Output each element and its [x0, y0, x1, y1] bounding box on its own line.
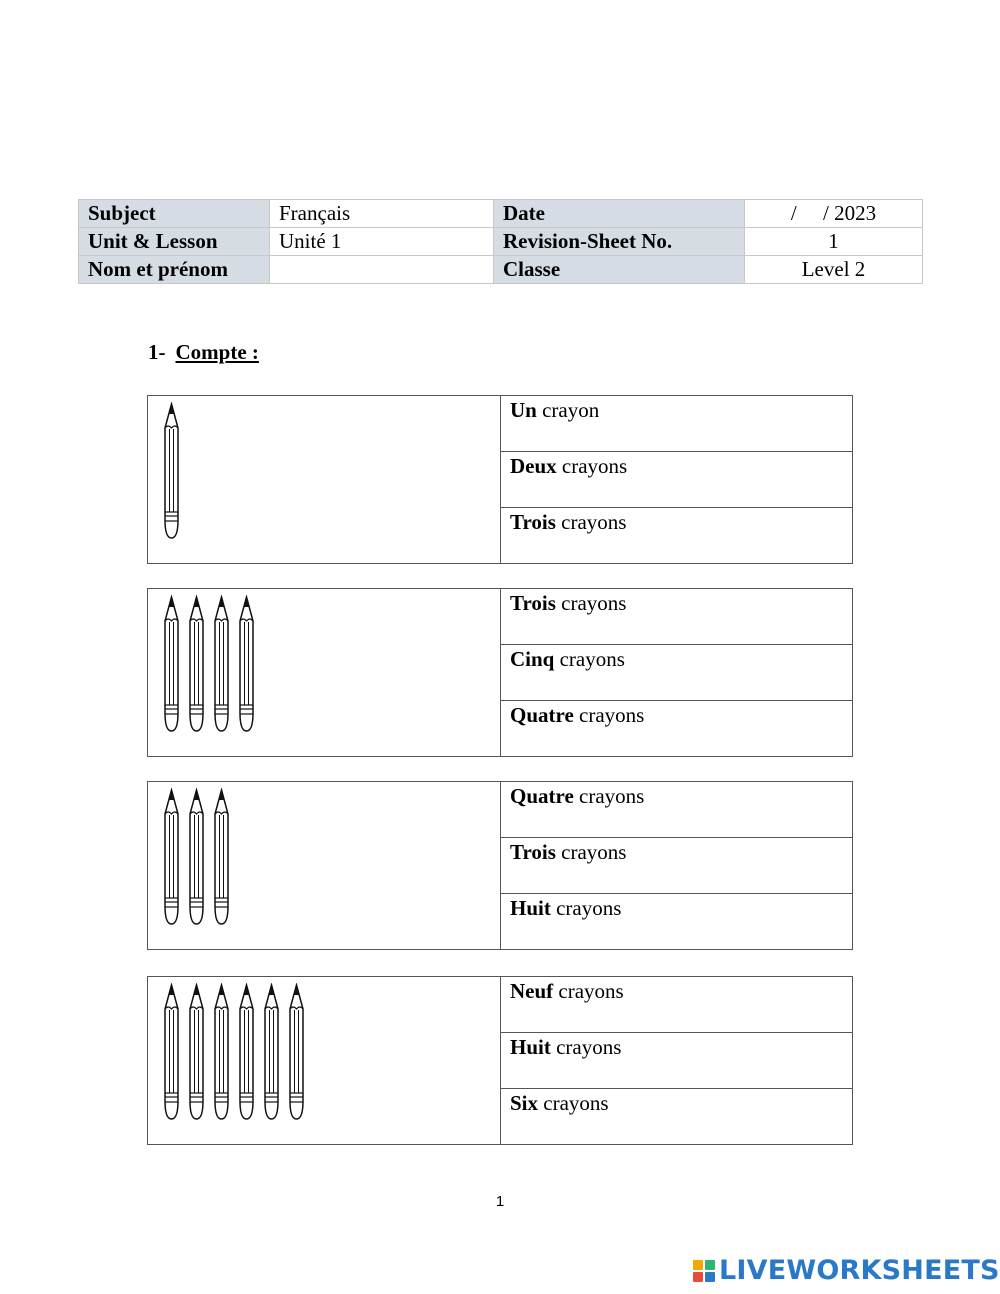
pencil-icon [160, 983, 183, 1123]
section-heading [148, 340, 259, 365]
pencil-icon [185, 595, 208, 735]
pencil-picture-cell [148, 782, 501, 950]
logo-text: LIVEWORKSHEETS [719, 1255, 1000, 1286]
unit-label: Unit & Lesson [79, 228, 270, 256]
pencil-icon [160, 595, 183, 735]
answer-option[interactable]: Six crayons [501, 1089, 853, 1145]
page-number: 1 [495, 1193, 505, 1210]
pencil-icon [285, 983, 308, 1123]
pencil-picture-cell [148, 589, 501, 757]
answer-option[interactable]: Huit crayons [501, 894, 853, 950]
header-info-table [78, 199, 923, 284]
class-value: Level 2 [745, 256, 923, 284]
question-table-2 [147, 588, 853, 757]
subject-label: Subject [79, 200, 270, 228]
revision-sheet-label: Revision-Sheet No. [494, 228, 745, 256]
pencil-icon [210, 595, 233, 735]
header-row-unit [79, 228, 923, 256]
pencil-icon [160, 402, 183, 542]
liveworksheets-logo [693, 1255, 1000, 1286]
date-label: Date [494, 200, 745, 228]
answer-option[interactable]: Deux crayons [501, 452, 853, 508]
class-label: Classe [494, 256, 745, 284]
answer-option[interactable]: Neuf crayons [501, 977, 853, 1033]
pencil-group [160, 983, 308, 1123]
answer-option[interactable]: Quatre crayons [501, 782, 853, 838]
answer-option[interactable]: Trois crayons [501, 508, 853, 564]
pencil-icon [260, 983, 283, 1123]
pencil-icon [235, 983, 258, 1123]
pencil-group [160, 788, 233, 928]
name-value[interactable] [270, 256, 494, 284]
pencil-picture-cell [148, 396, 501, 564]
answer-option[interactable]: Cinq crayons [501, 645, 853, 701]
question-table-3 [147, 781, 853, 950]
question-table-1 [147, 395, 853, 564]
question-table-4 [147, 976, 853, 1145]
answer-option[interactable]: Trois crayons [501, 838, 853, 894]
header-row-subject [79, 200, 923, 228]
pencil-picture-cell [148, 977, 501, 1145]
answer-option[interactable]: Un crayon [501, 396, 853, 452]
pencil-icon [235, 595, 258, 735]
answer-option[interactable]: Trois crayons [501, 589, 853, 645]
logo-blocks-icon [693, 1260, 715, 1282]
header-row-name [79, 256, 923, 284]
pencil-icon [185, 983, 208, 1123]
revision-sheet-value: 1 [745, 228, 923, 256]
pencil-icon [210, 983, 233, 1123]
date-value: / / 2023 [745, 200, 923, 228]
subject-value: Français [270, 200, 494, 228]
answer-option[interactable]: Quatre crayons [501, 701, 853, 757]
section-title: Compte : [175, 340, 259, 364]
pencil-icon [210, 788, 233, 928]
pencil-icon [185, 788, 208, 928]
answer-option[interactable]: Huit crayons [501, 1033, 853, 1089]
section-number: 1- [148, 340, 166, 364]
unit-value: Unité 1 [270, 228, 494, 256]
pencil-group [160, 595, 258, 735]
pencil-group [160, 402, 183, 542]
pencil-icon [160, 788, 183, 928]
name-label: Nom et prénom [79, 256, 270, 284]
